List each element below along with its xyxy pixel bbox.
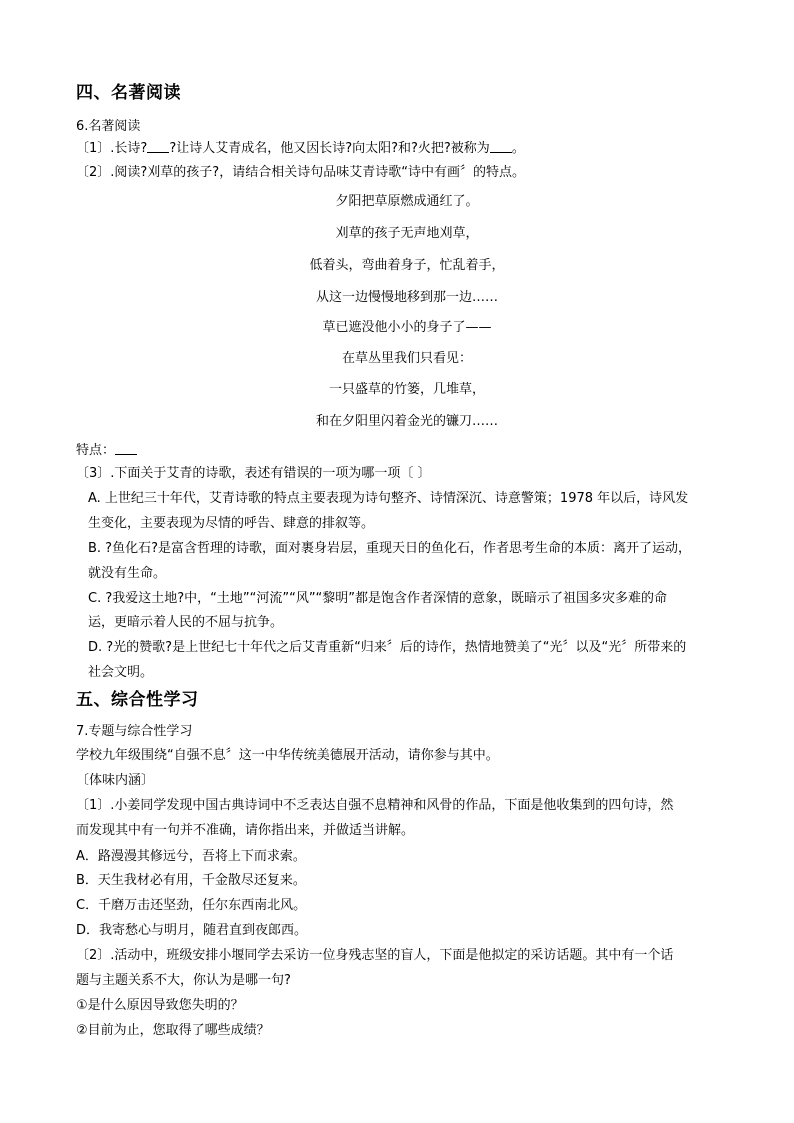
question-7-1-line-1: 〔1〕.小姜同学发现中国古典诗词中不乏表达自强不息精神和风骨的作品，下面是他收集到的四句诗，然 bbox=[76, 798, 674, 813]
q6-1-middle: ?让诗人艾青成名，他又因长诗?向太阳?和?火把?被称为 bbox=[169, 141, 490, 156]
q7-2-option-2: ②目前为止，您取得了哪些成绩？ bbox=[76, 1023, 270, 1038]
sub-heading: 〔体味内涵〕 bbox=[76, 773, 155, 788]
option-a-line-1: A. 上世纪三十年代，艾青诗歌的特点主要表现为诗句整齐、诗情深沉、诗意警策；1978 年以后，诗风发 bbox=[88, 491, 689, 506]
poem-line: 夕阳把草原燃成通红了。 bbox=[335, 194, 479, 209]
q7-1-option-c: C．千磨万击还坚劲，任尔东西南北风。 bbox=[76, 898, 307, 913]
answer-blank bbox=[490, 140, 512, 153]
question-7-1-line-2: 而发现其中有一句并不准确，请你指出来，并做适当讲解。 bbox=[76, 823, 415, 838]
option-b-line-2: 就没有生命。 bbox=[88, 566, 167, 581]
poem-line: 和在夕阳里闪着金光的镰刀…… bbox=[315, 414, 498, 429]
answer-blank bbox=[115, 442, 137, 455]
section-title-4: 四、名著阅读 bbox=[76, 83, 181, 103]
q7-1-option-a: A．路漫漫其修远兮，吾将上下而求索。 bbox=[76, 849, 306, 864]
poem-line: 在草丛里我们只看见： bbox=[341, 351, 472, 366]
option-c-line-2: 运，更暗示着人民的不屈与抗争。 bbox=[88, 615, 284, 630]
answer-blank bbox=[147, 140, 169, 153]
section-title-5: 五、综合性学习 bbox=[76, 690, 199, 710]
question-6-1 bbox=[76, 137, 525, 156]
q6-1-prefix: 〔1〕.长诗? bbox=[76, 141, 148, 156]
q7-1-option-b: B．天生我材必有用，千金散尽还复来。 bbox=[76, 873, 306, 888]
question-7-2-line-1: 〔2〕.活动中，班级安排小堰同学去采访一位身残志坚的盲人，下面是他拟定的采访话题。其中有一个话 bbox=[76, 948, 674, 963]
poem-line: 草已遮没他小小的身子了—— bbox=[322, 320, 492, 335]
question-7-intro: 学校九年级围绕“自强不息〞这一中华传统美德展开活动，请你参与其中。 bbox=[76, 748, 499, 763]
q6-1-suffix: 。 bbox=[511, 141, 525, 156]
question-7-2-line-2: 题与主题关系不大，你认为是哪一句? bbox=[76, 973, 291, 988]
option-d-line-2: 社会文明。 bbox=[88, 665, 154, 680]
question-7-label: 7.专题与综合性学习 bbox=[76, 724, 193, 739]
poem-line: 从这一边慢慢地移到那一边…… bbox=[315, 290, 498, 305]
poem-line: 一只盛草的竹篓，几堆草， bbox=[328, 382, 485, 397]
q7-2-option-1: ①是什么原因导致您失明的？ bbox=[76, 998, 244, 1013]
q7-1-option-d: D．我寄愁心与明月，随君直到夜郎西。 bbox=[76, 923, 308, 938]
feature-answer-line bbox=[76, 439, 137, 458]
option-c-line-1: C. ?我爱这土地?中，“土地”“河流”“风”“黎明”都是饱含作者深情的意象，既暗示了祖国多灾多难的命 bbox=[88, 591, 668, 606]
poem-line: 刈草的孩子无声地刈草， bbox=[335, 226, 479, 241]
option-b-line-1: B. ?鱼化石?是富含哲理的诗歌，面对裹身岩层，重现天日的鱼化石，作者思考生命的本质：离开了运动， bbox=[88, 541, 691, 556]
question-6-label: 6.名著阅读 bbox=[76, 119, 141, 134]
question-6-2: 〔2〕.阅读?刈草的孩子?，请结合相关诗句品味艾青诗歌“诗中有画〞的特点。 bbox=[76, 165, 525, 180]
option-d-line-1: D. ?光的赞歌?是上世纪七十年代之后艾青重新“归来〞后的诗作，热情地赞美了“光〞以及“光〞所带来的 bbox=[88, 640, 687, 655]
poem-line: 低着头，弯曲着身子，忙乱着手， bbox=[309, 258, 505, 273]
option-a-line-2: 生变化，主要表现为尽情的呼告、肆意的排叙等。 bbox=[88, 516, 375, 531]
question-6-3: 〔3〕.下面关于艾青的诗歌，表述有错误的一项为哪一项〔 〕 bbox=[76, 466, 431, 481]
feature-label: 特点： bbox=[76, 443, 116, 458]
